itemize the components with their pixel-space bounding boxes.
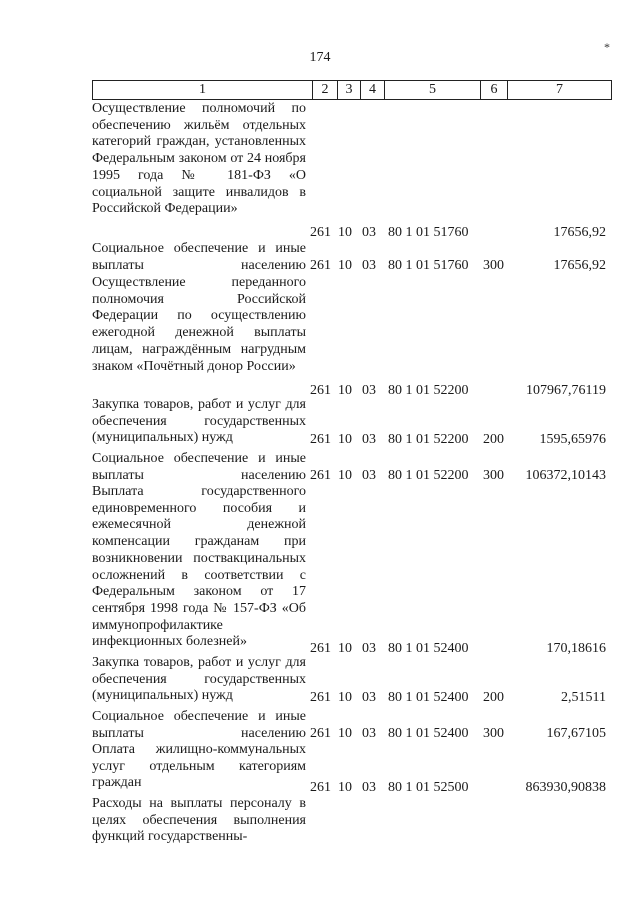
row-amount: 170,18616 bbox=[546, 641, 606, 656]
header-col-1: 1 bbox=[199, 82, 206, 97]
row-amount: 17656,92 bbox=[553, 225, 606, 240]
row-subsection-code: 03 bbox=[362, 225, 376, 240]
header-col-4: 4 bbox=[360, 81, 384, 99]
table-header bbox=[92, 80, 612, 100]
header-col-5: 5 bbox=[384, 81, 480, 99]
row-amount: 107967,76119 bbox=[526, 383, 606, 398]
row-expense-type: 200 bbox=[483, 690, 504, 705]
row-target-article: 80 1 01 52200 bbox=[388, 383, 469, 398]
row-description: Расходы на выплаты персоналу в целях обеспечения выполнения функций государственны- bbox=[92, 796, 306, 845]
row-admin-code: 261 bbox=[310, 225, 331, 240]
row-amount: 863930,90838 bbox=[525, 780, 606, 795]
row-description: Осуществление полномочий по обеспечению жильём отдельных категорий граждан, установленных Федеральным законом от 24 ноября 1995 года № 181-ФЗ «О социальной защите инвалидов в Российской Федерации» bbox=[92, 101, 306, 217]
row-section-code: 10 bbox=[338, 383, 352, 398]
row-description: Осуществление переданного полномочия Российской Федерации по осуществлению ежегодной денежной выплаты лицам, награждённым нагрудным знаком «Почётный донор России» bbox=[92, 275, 306, 374]
row-section-code: 10 bbox=[338, 726, 352, 741]
header-col-6: 6 bbox=[480, 81, 507, 99]
row-section-code: 10 bbox=[338, 225, 352, 240]
row-target-article: 80 1 01 52500 bbox=[388, 780, 469, 795]
row-admin-code: 261 bbox=[310, 641, 331, 656]
row-section-code: 10 bbox=[338, 690, 352, 705]
header-col-3: 3 bbox=[337, 81, 360, 99]
row-amount: 1595,65976 bbox=[539, 432, 606, 447]
header-col-2: 2 bbox=[312, 81, 337, 99]
row-description: Социальное обеспечение и иные выплаты населению bbox=[92, 709, 306, 741]
row-amount: 17656,92 bbox=[553, 258, 606, 273]
row-subsection-code: 03 bbox=[362, 432, 376, 447]
row-target-article: 80 1 01 52200 bbox=[388, 468, 469, 483]
row-amount: 167,67105 bbox=[546, 726, 606, 741]
row-expense-type: 300 bbox=[483, 258, 504, 273]
row-subsection-code: 03 bbox=[362, 468, 376, 483]
row-subsection-code: 03 bbox=[362, 258, 376, 273]
row-amount: 2,51511 bbox=[561, 690, 606, 705]
row-target-article: 80 1 01 52400 bbox=[388, 690, 469, 705]
row-admin-code: 261 bbox=[310, 383, 331, 398]
row-description: Социальное обеспечение и иные выплаты населению bbox=[92, 241, 306, 273]
row-target-article: 80 1 01 51760 bbox=[388, 225, 469, 240]
row-expense-type: 300 bbox=[483, 726, 504, 741]
row-amount: 106372,10143 bbox=[525, 468, 606, 483]
corner-mark: * bbox=[604, 40, 610, 54]
row-target-article: 80 1 01 52200 bbox=[388, 432, 469, 447]
row-subsection-code: 03 bbox=[362, 726, 376, 741]
row-section-code: 10 bbox=[338, 432, 352, 447]
row-admin-code: 261 bbox=[310, 432, 331, 447]
row-expense-type: 200 bbox=[483, 432, 504, 447]
row-target-article: 80 1 01 52400 bbox=[388, 726, 469, 741]
row-description: Выплата государственного единовременного пособия и ежемесячной денежной компенсации гражданам при возникновении поствакцинальных осложнений в соответствии с Федеральным законом от 17 сентября 1998 года № 157-ФЗ «Об иммунопрофилактике инфекционных болезней» bbox=[92, 484, 306, 650]
row-admin-code: 261 bbox=[310, 780, 331, 795]
row-admin-code: 261 bbox=[310, 726, 331, 741]
row-target-article: 80 1 01 51760 bbox=[388, 258, 469, 273]
row-section-code: 10 bbox=[338, 780, 352, 795]
page-number: 174 bbox=[309, 50, 331, 65]
row-target-article: 80 1 01 52400 bbox=[388, 641, 469, 656]
header-col-7: 7 bbox=[507, 81, 611, 99]
row-description: Закупка товаров, работ и услуг для обеспечения государственных (муниципальных) нужд bbox=[92, 397, 306, 446]
row-description: Оплата жилищно-коммунальных услуг отдельным категориям граждан bbox=[92, 742, 306, 791]
row-subsection-code: 03 bbox=[362, 641, 376, 656]
row-admin-code: 261 bbox=[310, 258, 331, 273]
row-description: Социальное обеспечение и иные выплаты населению bbox=[92, 451, 306, 483]
row-subsection-code: 03 bbox=[362, 383, 376, 398]
row-section-code: 10 bbox=[338, 641, 352, 656]
row-description: Закупка товаров, работ и услуг для обеспечения государственных (муниципальных) нужд bbox=[92, 655, 306, 704]
row-admin-code: 261 bbox=[310, 690, 331, 705]
row-subsection-code: 03 bbox=[362, 780, 376, 795]
row-subsection-code: 03 bbox=[362, 690, 376, 705]
row-section-code: 10 bbox=[338, 468, 352, 483]
row-section-code: 10 bbox=[338, 258, 352, 273]
row-expense-type: 300 bbox=[483, 468, 504, 483]
row-admin-code: 261 bbox=[310, 468, 331, 483]
